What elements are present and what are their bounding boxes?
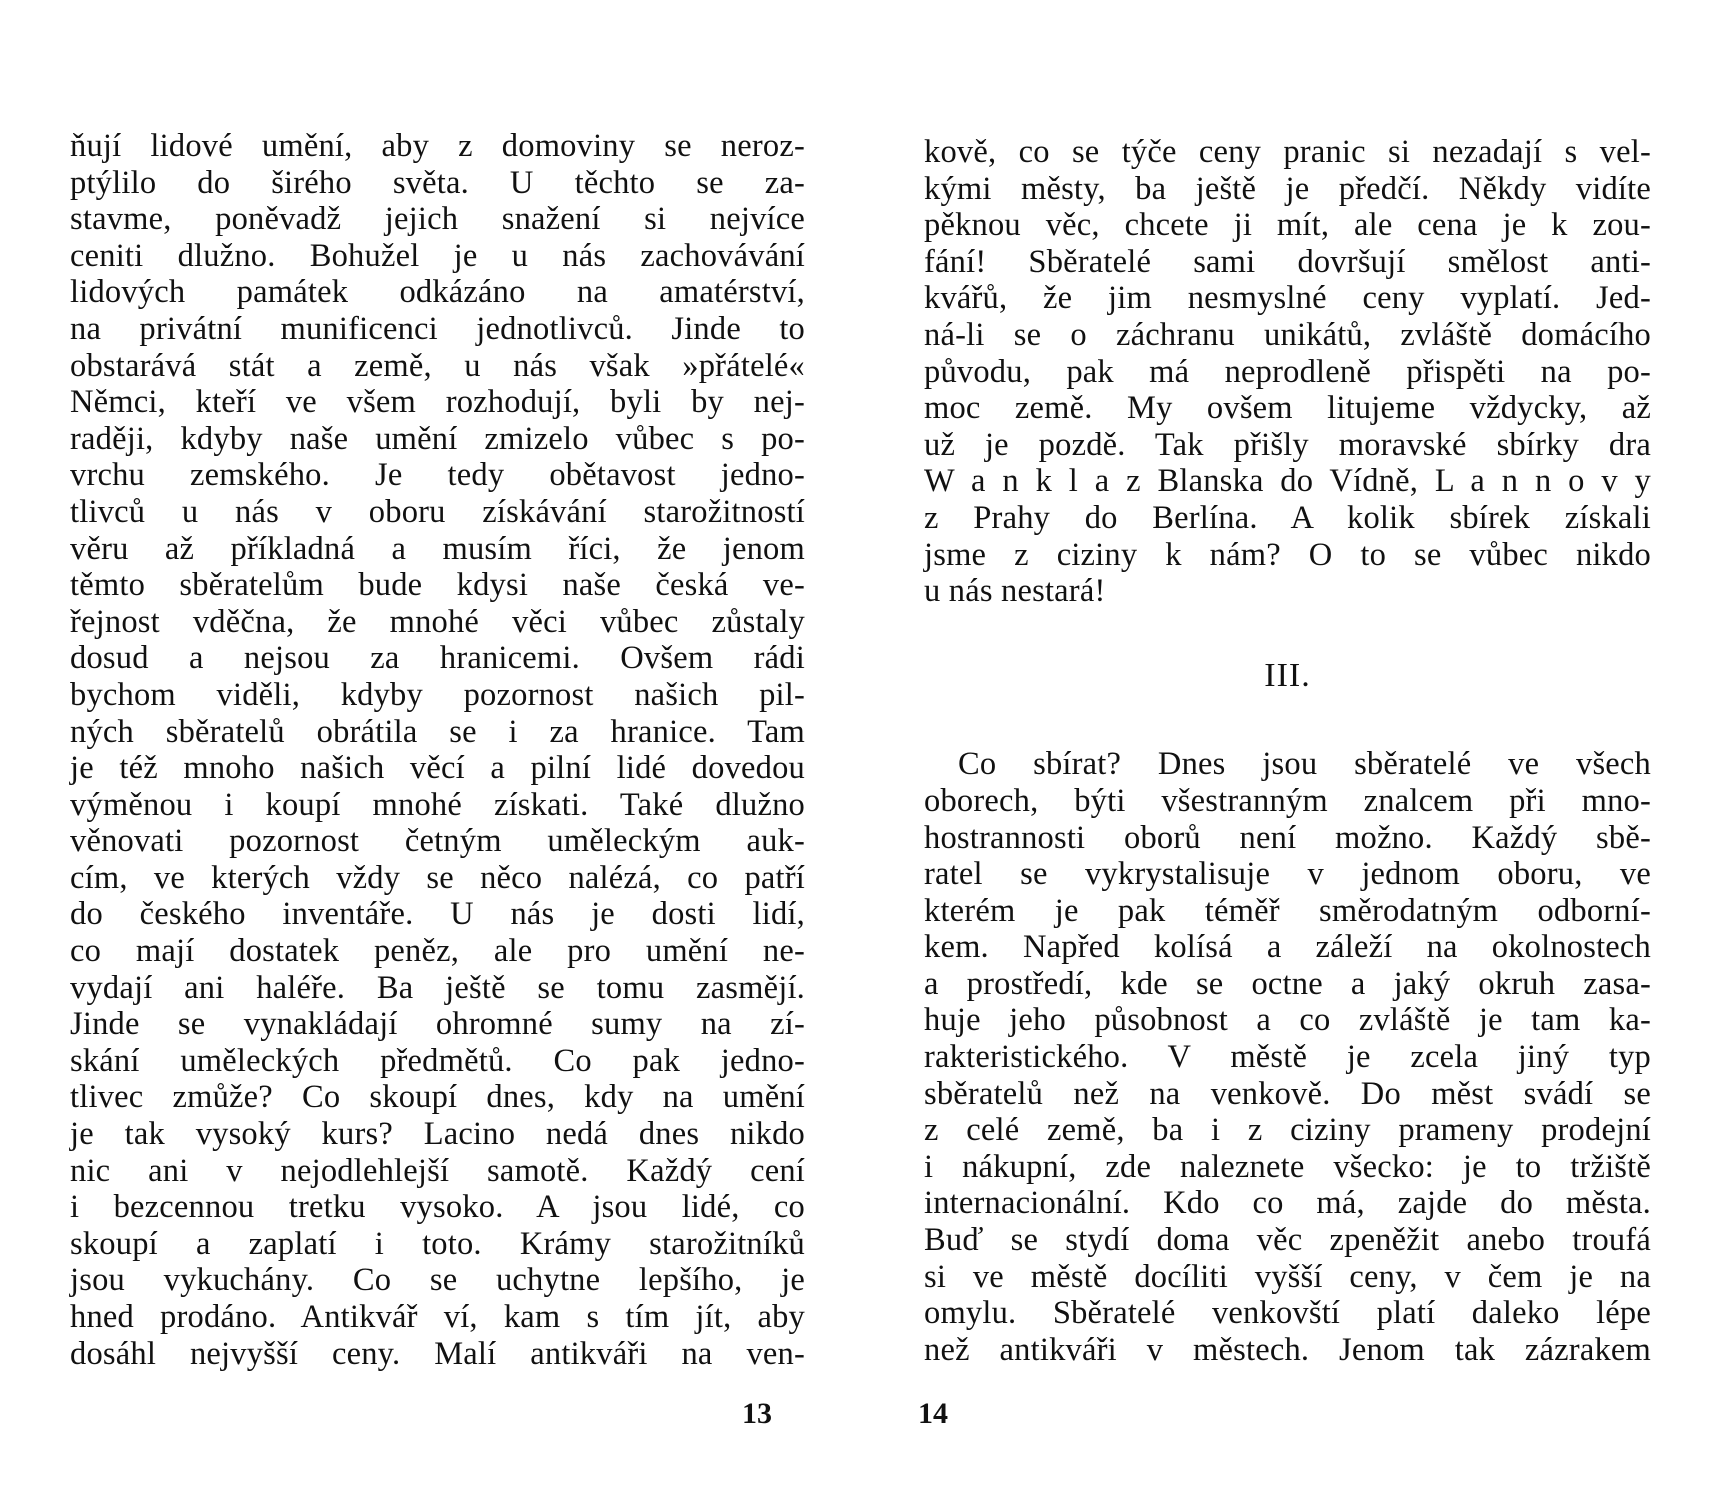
text-line: jsou vykuchány. Co se uchytne lepšího, je — [70, 1262, 805, 1299]
text-line: W a n k l a z Blanska do Vídně, L a n n o v y — [924, 463, 1651, 500]
text-line: Jinde se vynakládají ohromné sumy na zí- — [70, 1006, 805, 1043]
text-line: ptýlilo do širého světa. U těchto se za- — [70, 164, 805, 201]
text-line: huje jeho působnost a co zvláště je tam ka- — [924, 1002, 1651, 1039]
text-line: i nákupní, zde naleznete všecko: je to tržiště — [924, 1148, 1651, 1185]
text-line: tlivců u nás v oboru získávání starožitností — [70, 493, 805, 530]
text-line: skání uměleckých předmětů. Co pak jedno- — [70, 1042, 805, 1079]
text-line: výměnou i koupí mnohé získati. Také dlužno — [70, 786, 805, 823]
text-line: vrchu zemského. Je tedy obětavost jedno- — [70, 457, 805, 494]
text-line: stavme, poněvadž jejich snažení si nejvíce — [70, 201, 805, 238]
text-line: kými městy, ba ještě je předčí. Někdy vidíte — [924, 170, 1651, 207]
text-line: vydají ani haléře. Ba ještě se tomu zasmějí. — [70, 969, 805, 1006]
text-line: cím, ve kterých vždy se něco nalézá, co patří — [70, 859, 805, 896]
text-line: skoupí a zaplatí i toto. Krámy starožitníků — [70, 1225, 805, 1262]
text-line: věru až příkladná a musím říci, že jenom — [70, 530, 805, 567]
text-line: lidových památek odkázáno na amatérství, — [70, 274, 805, 311]
text-line: internacionální. Kdo co má, zajde do města. — [924, 1185, 1651, 1222]
text-line: už je pozdě. Tak přišly moravské sbírky dra — [924, 426, 1651, 463]
text-line: co mají dostatek peněz, ale pro umění ne- — [70, 933, 805, 970]
text-line: kem. Napřed kolísá a záleží na okolnostech — [924, 929, 1651, 966]
text-line: hned prodáno. Antikvář ví, kam s tím jít, aby — [70, 1299, 805, 1335]
text-line: u nás nestará! — [924, 573, 1106, 610]
text-line: z celé země, ba i z ciziny prameny prodejní — [924, 1112, 1651, 1149]
left-page-text — [70, 128, 805, 1372]
text-line: kově, co se týče ceny pranic si nezadají s vel- — [924, 134, 1651, 170]
text-line: než antikváři v městech. Jenom tak zázrakem — [924, 1331, 1651, 1368]
text-line: Němci, kteří ve všem rozhodují, byli by nej- — [70, 384, 805, 421]
text-line: ratel se vykrystalisuje v jednom oboru, ve — [924, 856, 1651, 893]
text-line: a prostředí, kde se octne a jaký okruh zasa- — [924, 965, 1651, 1002]
text-line: fání! Sběratelé sami dovršují smělost anti- — [924, 243, 1651, 280]
left-page-number: 13 — [742, 1397, 772, 1430]
text-line: Co sbírat? Dnes jsou sběratelé ve všech — [958, 746, 1651, 783]
text-line: řejnost vděčna, že mnohé věci vůbec zůstaly — [70, 603, 805, 640]
text-line: rakteristického. V městě je zcela jiný typ — [924, 1039, 1651, 1076]
paragraph-before-heading — [924, 134, 1651, 610]
text-line: ceniti dlužno. Bohužel je u nás zachovávání — [70, 237, 805, 274]
text-line: ná-li se o záchranu unikátů, zvláště domácího — [924, 316, 1651, 353]
text-line: věnovati pozornost četným uměleckým auk- — [70, 823, 805, 860]
right-page — [858, 0, 1716, 1500]
text-line: nic ani v nejodlehlejší samotě. Každý cení — [70, 1152, 805, 1189]
text-line: ných sběratelů obrátila se i za hranice. Tam — [70, 713, 805, 750]
text-line: jsme z ciziny k nám? O to se vůbec nikdo — [924, 536, 1651, 573]
text-line: kvářů, že jim nesmyslné ceny vyplatí. Jed- — [924, 280, 1651, 317]
right-page-number: 14 — [918, 1397, 948, 1430]
text-line: raději, kdyby naše umění zmizelo vůbec s po- — [70, 420, 805, 457]
right-page-text — [924, 134, 1651, 1368]
text-line: ňují lidové umění, aby z domoviny se neroz- — [70, 128, 805, 164]
chapter-heading: III. — [1264, 656, 1311, 694]
text-line: Buď se stydí doma věc zpeněžit anebo troufá — [924, 1222, 1651, 1259]
text-line: na privátní munificenci jednotlivců. Jinde to — [70, 310, 805, 347]
paragraph-after-heading — [924, 746, 1651, 1368]
text-line: bychom viděli, kdyby pozornost našich pil- — [70, 676, 805, 713]
text-line: do českého inventáře. U nás je dosti lidí, — [70, 896, 805, 933]
text-line: kterém je pak téměř směrodatným odborní- — [924, 892, 1651, 929]
text-line: dosáhl nejvyšší ceny. Malí antikváři na ven- — [70, 1335, 805, 1372]
text-line: sběratelů než na venkově. Do měst svádí se — [924, 1075, 1651, 1112]
text-line: původu, pak má neprodleně přispěti na po- — [924, 353, 1651, 390]
text-line: pěknou věc, chcete ji mít, ale cena je k zou- — [924, 207, 1651, 244]
text-line: je tak vysoký kurs? Lacino nedá dnes nikdo — [70, 1116, 805, 1153]
text-line: obstarává stát a země, u nás však »přátelé« — [70, 347, 805, 384]
text-line: i bezcennou tretku vysoko. A jsou lidé, co — [70, 1189, 805, 1226]
text-line: tlivec zmůže? Co skoupí dnes, kdy na umění — [70, 1079, 805, 1116]
text-line: těmto sběratelům bude kdysi naše česká ve- — [70, 567, 805, 604]
text-line: oborech, býti všestranným znalcem při mno- — [924, 782, 1651, 819]
text-line: z Prahy do Berlína. A kolik sbírek získali — [924, 499, 1651, 536]
text-line: si ve městě docíliti vyšší ceny, v čem je na — [924, 1258, 1651, 1295]
text-line: hostrannosti oborů není možno. Každý sbě- — [924, 819, 1651, 856]
text-line: moc země. My ovšem litujeme vždycky, až — [924, 390, 1651, 427]
text-line: dosud a nejsou za hranicemi. Ovšem rádi — [70, 640, 805, 677]
text-line: je též mnoho našich věcí a pilní lidé dovedou — [70, 750, 805, 787]
text-line: omylu. Sběratelé venkovští platí daleko lépe — [924, 1295, 1651, 1332]
